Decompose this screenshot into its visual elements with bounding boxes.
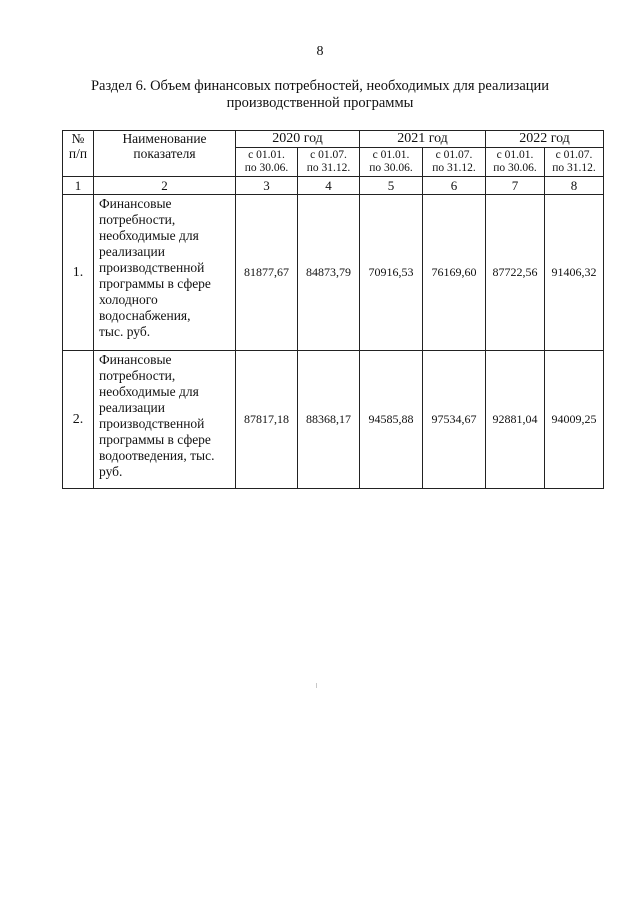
column-numbers-row (63, 177, 604, 195)
value-cell: 87817,18 (236, 351, 298, 489)
header-row-years (63, 131, 604, 148)
header-period-1 (236, 148, 298, 177)
period-from: с 01.07. (555, 149, 593, 161)
column-number: 7 (486, 177, 545, 195)
name-line: Финансовые (99, 196, 172, 211)
table-row (63, 195, 604, 351)
table-row (63, 351, 604, 489)
header-year-2020: 2020 год (236, 131, 360, 148)
page-number: 8 (316, 44, 324, 59)
column-number: 2 (94, 177, 236, 195)
name-line: программы в сфере (99, 432, 211, 447)
scan-artifact-mark (316, 683, 317, 688)
header-period-5 (486, 148, 545, 177)
header-period-2 (298, 148, 360, 177)
column-number: 4 (298, 177, 360, 195)
name-line: производственной (99, 416, 205, 431)
value-cell: 94585,88 (360, 351, 423, 489)
name-line: потребности, (99, 368, 176, 383)
column-number: 6 (423, 177, 486, 195)
row-number: 1. (63, 195, 94, 351)
row-indicator-name (94, 351, 236, 489)
period-from: с 01.07. (435, 149, 473, 161)
name-line: холодного (99, 292, 158, 307)
section-title-line-1: Раздел 6. Объем финансовых потребностей, необходимых для реализации (90, 78, 550, 94)
period-from: с 01.01. (248, 149, 285, 161)
header-name-line-2: показателя (133, 146, 196, 161)
header-period-4 (423, 148, 486, 177)
name-line: водоснабжения, (99, 308, 191, 323)
header-year-2021: 2021 год (360, 131, 486, 148)
section-title (40, 78, 600, 112)
section-title-line-2: производственной программы (226, 95, 414, 111)
value-cell: 92881,04 (486, 351, 545, 489)
value-cell: 88368,17 (298, 351, 360, 489)
name-line: необходимые для (99, 228, 199, 243)
header-name (94, 131, 236, 177)
header-period-3 (360, 148, 423, 177)
period-from: с 01.01. (372, 149, 410, 161)
header-num-line-1: № (71, 131, 85, 146)
name-line: тыс. руб. (99, 324, 151, 339)
value-cell: 91406,32 (545, 195, 604, 351)
name-line: водоотведения, тыс. (99, 448, 215, 463)
name-line: потребности, (99, 212, 176, 227)
name-line: необходимые для (99, 384, 199, 399)
column-number: 8 (545, 177, 604, 195)
header-name-line-1: Наименование (122, 131, 207, 146)
value-cell: 81877,67 (236, 195, 298, 351)
column-number: 1 (63, 177, 94, 195)
value-cell: 76169,60 (423, 195, 486, 351)
header-year-2022: 2022 год (486, 131, 604, 148)
column-number: 5 (360, 177, 423, 195)
value-cell: 70916,53 (360, 195, 423, 351)
value-cell: 97534,67 (423, 351, 486, 489)
name-line: реализации (99, 400, 165, 415)
header-period-6 (545, 148, 604, 177)
name-line: руб. (99, 464, 123, 479)
name-line: реализации (99, 244, 165, 259)
header-num-line-2: п/п (68, 146, 88, 161)
period-to: по 31.12. (306, 162, 351, 174)
value-cell: 94009,25 (545, 351, 604, 489)
period-to: по 30.06. (493, 162, 537, 174)
period-from: с 01.07. (310, 149, 347, 161)
period-from: с 01.01. (496, 149, 534, 161)
name-line: Финансовые (99, 352, 172, 367)
name-line: производственной (99, 260, 205, 275)
name-line: программы в сфере (99, 276, 211, 291)
value-cell: 84873,79 (298, 195, 360, 351)
period-to: по 31.12. (552, 162, 596, 174)
row-number: 2. (63, 351, 94, 489)
period-to: по 30.06. (369, 162, 413, 174)
value-cell: 87722,56 (486, 195, 545, 351)
column-number: 3 (236, 177, 298, 195)
financial-needs-table (62, 130, 604, 489)
period-to: по 31.12. (432, 162, 476, 174)
row-indicator-name (94, 195, 236, 351)
period-to: по 30.06. (244, 162, 289, 174)
header-num (63, 131, 94, 177)
